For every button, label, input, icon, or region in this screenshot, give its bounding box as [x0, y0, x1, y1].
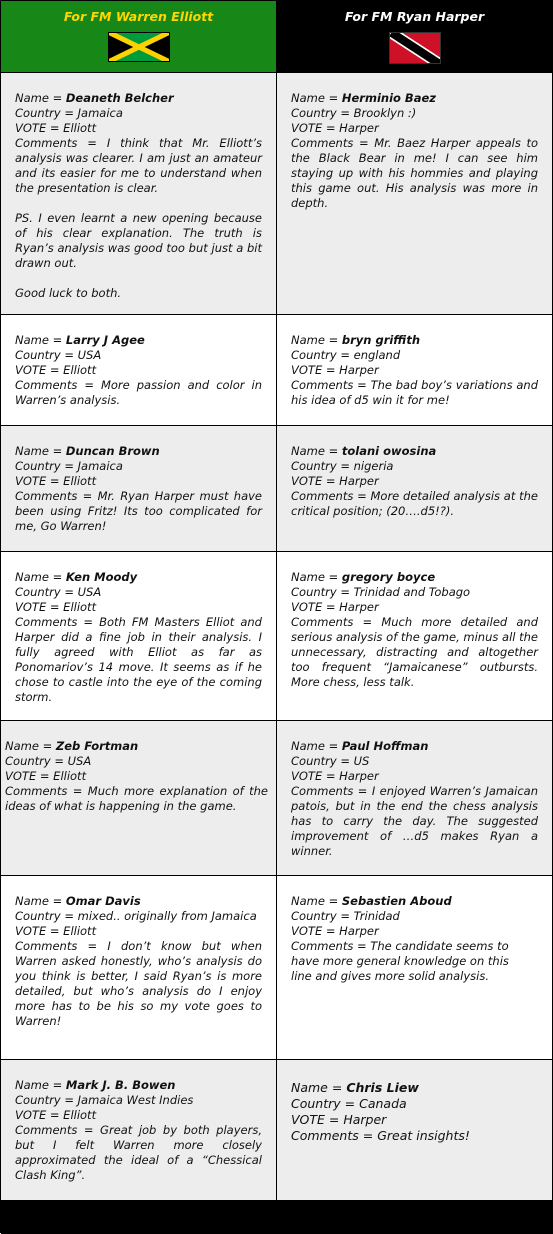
trinidad-flag-icon — [389, 32, 441, 64]
header-elliott-title: For FM Warren Elliott — [1, 9, 276, 24]
vote-entry-elliott: Name = Omar Davis Country = mixed.. originally from Jamaica VOTE = Elliott Comments = I don’t know but when Warren asked honestly, who’s analysis do you think is better, I said Ryan’s is more detailed, but who’s analysis do I enjoy more has to be his so my vote goes to Warren! — [1, 876, 277, 1060]
voter-country: USA — [78, 348, 102, 362]
header-harper-title: For FM Ryan Harper — [277, 9, 552, 24]
vote-row — [1, 1060, 553, 1201]
vote-entry-harper: Name = bryn griffith Country = england VOTE = Harper Comments = The bad boy’s variations and his idea of d5 win it for me! — [277, 315, 553, 426]
jamaica-flag-icon — [108, 32, 170, 62]
voter-country: nigeria — [354, 459, 394, 473]
vote-entry-harper: Name = tolani owosina Country = nigeria VOTE = Harper Comments = More detailed analysis at the critical position; (20….d5!?). — [277, 426, 553, 552]
voter-signoff: Good luck to both. — [15, 286, 262, 301]
voter-comments: Great insights! — [377, 1128, 470, 1143]
voter-comments: Mr. Baez Harper appeals to the Black Bear in me! I can see him staying up with his hommies and playing this game out. His analysis was more in depth. — [291, 136, 538, 210]
voter-vote: Elliott — [63, 600, 96, 614]
header-row — [1, 1, 553, 73]
voter-country: USA — [78, 585, 102, 599]
voter-name: tolani owosina — [342, 444, 436, 458]
vote-entry-harper: Name = Paul Hoffman Country = US VOTE = Harper Comments = I enjoyed Warren’s Jamaican patois, but in the end the chess analysis has to carry the day. The suggested improvement of …d5 makes Ryan a winner. — [277, 721, 553, 876]
voter-vote: Elliott — [63, 1108, 96, 1122]
voter-vote: Harper — [343, 1112, 386, 1127]
voter-comments: Much more detailed and serious analysis of the game, minus all the unnecessary, distracting and altogether too frequent “Jamaicanese” outbursts. More chess, less talk. — [291, 615, 538, 689]
vote-entry-elliott: Name = Mark J. B. Bowen Country = Jamaica West Indies VOTE = Elliott Comments = Great job by both players, but I felt Warren more closely approximated the ideal of a “Chessical Clash King”. — [1, 1060, 277, 1201]
voter-name: Zeb Fortman — [56, 739, 138, 753]
voter-vote: Elliott — [63, 363, 96, 377]
voter-name: Mark J. B. Bowen — [66, 1078, 176, 1092]
voter-comments: Great job by both players, but I felt Warren more closely approximated the ideal of a “Chessical Clash King”. — [15, 1123, 262, 1182]
vote-row — [1, 73, 553, 315]
vote-entry-harper: Name = gregory boyce Country = Trinidad and Tobago VOTE = Harper Comments = Much more detailed and serious analysis of the game, minus all the unnecessary, distracting and altogether too frequent “Jamaicanese” outbursts. More chess, less talk. — [277, 552, 553, 721]
footer-bar — [1, 1201, 553, 1234]
voter-comments: I enjoyed Warren’s Jamaican patois, but in the end the chess analysis has to carry the day. The suggested improvement of …d5 makes Ryan a winner. — [291, 784, 538, 858]
voter-country: Trinidad — [354, 909, 400, 923]
voter-comments: I don’t know but when Warren asked honestly, who’s analysis do you think is better, I said Ryan’s is more detailed, but who’s analysis do I enjoy more has to be his so my vote goes to Warren! — [15, 939, 262, 1028]
voter-vote: Harper — [339, 474, 379, 488]
header-harper — [277, 1, 553, 73]
voter-country: Brooklyn :) — [354, 106, 417, 120]
voter-country: US — [354, 754, 370, 768]
voter-country: Trinidad and Tobago — [354, 585, 470, 599]
vote-row — [1, 876, 553, 1060]
voter-vote: Harper — [339, 600, 379, 614]
vote-entry-elliott: Name = Zeb Fortman Country = USA VOTE = Elliott Comments = Much more explanation of the ideas of what is happening in the game. — [1, 721, 277, 876]
voter-vote: Harper — [339, 121, 379, 135]
vote-entry-elliott: Name = Duncan Brown Country = Jamaica VOTE = Elliott Comments = Mr. Ryan Harper must have been using Fritz! Its too complicated for me, Go Warren! — [1, 426, 277, 552]
vote-entry-elliott: Name = Deaneth Belcher Country = Jamaica VOTE = Elliott Comments = I think that Mr. Elliott’s analysis was clearer. I am just an amateur and its easier for me to understand when the presentation is clear. PS. I even learnt a new opening because of his clear explanation. The truth is Ryan’s analysis was good too but just a bit drawn out. Good luck to both. — [1, 73, 277, 315]
voter-comments: The candidate seems to have more general knowledge on this line and gives more solid analysis. — [291, 939, 509, 983]
voter-comments: Mr. Ryan Harper must have been using Fritz! Its too complicated for me, Go Warren! — [15, 489, 262, 533]
vote-row — [1, 315, 553, 426]
voter-comments: Both FM Masters Elliot and Harper did a fine job in their analysis. I fully agreed with Elliot as far as Ponomariov’s 14 move. It seems as if he chose to castle into the eye of the coming storm. — [15, 615, 262, 704]
voter-country: england — [354, 348, 401, 362]
footer-row — [1, 1201, 553, 1234]
header-elliott — [1, 1, 277, 73]
vote-entry-harper: Name = Sebastien Aboud Country = Trinidad VOTE = Harper Comments = The candidate seems to have more general knowledge on this line and gives more solid analysis. — [277, 876, 553, 1060]
voter-comments: I think that Mr. Elliott’s analysis was clearer. I am just an amateur and its easier for me to understand when the presentation is clear. — [15, 136, 262, 195]
voter-comments: Much more explanation of the ideas of what is happening in the game. — [5, 784, 268, 813]
vote-entry-elliott: Name = Ken Moody Country = USA VOTE = Elliott Comments = Both FM Masters Elliot and Harper did a fine job in their analysis. I fully agreed with Elliot as far as Ponomariov’s 14 move. It seems as if he chose to castle into the eye of the coming storm. — [1, 552, 277, 721]
voter-name: Larry J Agee — [66, 333, 145, 347]
voter-name: bryn griffith — [342, 333, 420, 347]
voter-name: Paul Hoffman — [342, 739, 429, 753]
vote-entry-elliott: Name = Larry J Agee Country = USA VOTE = Elliott Comments = More passion and color in Warren’s analysis. — [1, 315, 277, 426]
voter-country: Canada — [359, 1096, 407, 1111]
voter-vote: Elliott — [53, 769, 86, 783]
voter-country: mixed.. originally from Jamaica — [78, 909, 257, 923]
voter-name: gregory boyce — [342, 570, 435, 584]
voter-name: Deaneth Belcher — [66, 91, 174, 105]
voter-name: Ken Moody — [66, 570, 137, 584]
voter-country: USA — [68, 754, 92, 768]
vote-entry-harper: Name = Chris Liew Country = Canada VOTE = Harper Comments = Great insights! — [277, 1060, 553, 1201]
voter-vote: Harper — [339, 924, 379, 938]
voter-vote: Harper — [339, 363, 379, 377]
voter-country: Jamaica — [78, 106, 123, 120]
voter-name: Sebastien Aboud — [342, 894, 452, 908]
voter-comments: More passion and color in Warren’s analysis. — [15, 378, 262, 407]
vote-entry-harper: Name = Herminio Baez Country = Brooklyn :) VOTE = Harper Comments = Mr. Baez Harper appeals to the Black Bear in me! I can see him staying up with his hommies and playing this game out. His analysis was more in depth. — [277, 73, 553, 315]
voter-country: Jamaica — [78, 459, 123, 473]
voter-vote: Harper — [339, 769, 379, 783]
voter-name: Duncan Brown — [66, 444, 160, 458]
voter-ps: PS. I even learnt a new opening because of his clear explanation. The truth is Ryan’s analysis was good too but just a bit drawn out. — [15, 211, 262, 271]
vote-row — [1, 552, 553, 721]
voter-vote: Elliott — [63, 121, 96, 135]
voter-comments: The bad boy’s variations and his idea of d5 win it for me! — [291, 378, 538, 407]
voter-vote: Elliott — [63, 474, 96, 488]
vote-row — [1, 721, 553, 876]
voter-name: Herminio Baez — [342, 91, 436, 105]
voter-comments: More detailed analysis at the critical position; (20….d5!?). — [291, 489, 538, 518]
vote-row — [1, 426, 553, 552]
voter-name: Omar Davis — [66, 894, 141, 908]
voter-country: Jamaica West Indies — [78, 1093, 194, 1107]
voter-vote: Elliott — [63, 924, 96, 938]
voter-name: Chris Liew — [346, 1080, 419, 1095]
